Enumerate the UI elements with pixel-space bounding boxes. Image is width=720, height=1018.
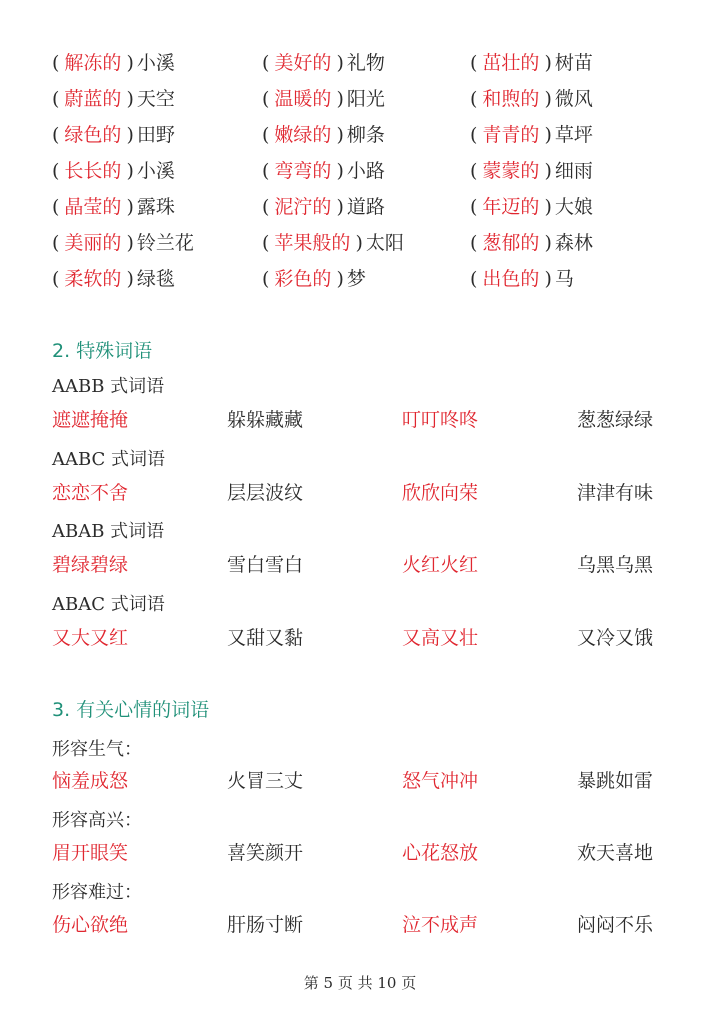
pair-item: ( 美好的 ) 礼物 bbox=[262, 52, 385, 74]
word-item: 眉开眼笑 bbox=[52, 842, 129, 864]
word-row-angry bbox=[0, 766, 720, 796]
pair-noun: 梦 bbox=[346, 268, 366, 290]
pair-adjective: 美丽的 bbox=[64, 232, 122, 254]
pair-adjective: 茁壮的 bbox=[482, 52, 540, 74]
word-item: 欣欣向荣 bbox=[402, 482, 479, 504]
pair-adjective: 解冻的 bbox=[64, 52, 122, 74]
pair-row bbox=[0, 81, 720, 117]
word-item: 闷闷不乐 bbox=[577, 914, 654, 936]
pair-item: ( 弯弯的 ) 小路 bbox=[262, 160, 385, 182]
word-item: 雪白雪白 bbox=[227, 554, 304, 576]
pair-noun: 柳条 bbox=[346, 124, 385, 146]
group-label-aabb: AABB 式词语 bbox=[52, 376, 165, 397]
pair-item: ( 年迈的 ) 大娘 bbox=[470, 196, 593, 218]
word-item: 肝肠寸断 bbox=[227, 914, 304, 936]
word-item: 又甜又黏 bbox=[227, 627, 304, 649]
word-item: 心花怒放 bbox=[402, 842, 479, 864]
word-item: 躲躲藏藏 bbox=[227, 409, 304, 431]
word-item: 层层波纹 bbox=[227, 482, 304, 504]
word-item: 泣不成声 bbox=[402, 914, 479, 936]
section-title-mood-words: 3. 有关心情的词语 bbox=[52, 699, 210, 721]
word-item: 恋恋不舍 bbox=[52, 482, 129, 504]
pair-adjective: 彩色的 bbox=[274, 268, 332, 290]
pair-noun: 绿毯 bbox=[136, 268, 175, 290]
pair-adjective: 柔软的 bbox=[64, 268, 122, 290]
word-row-happy bbox=[0, 838, 720, 868]
pair-item: ( 出色的 ) 马 bbox=[470, 268, 574, 290]
pair-item: ( 柔软的 ) 绿毯 bbox=[52, 268, 175, 290]
pair-noun: 田野 bbox=[136, 124, 175, 146]
page-footer: 第 5 页 共 10 页 bbox=[303, 974, 417, 992]
word-item: 欢天喜地 bbox=[577, 842, 654, 864]
pair-item: ( 绿色的 ) 田野 bbox=[52, 124, 175, 146]
pair-item: ( 茁壮的 ) 树苗 bbox=[470, 52, 593, 74]
pair-noun: 大娘 bbox=[554, 196, 593, 218]
adjective-noun-pairs bbox=[0, 45, 720, 297]
pair-noun: 草坪 bbox=[554, 124, 593, 146]
word-item: 乌黑乌黑 bbox=[577, 554, 654, 576]
pair-adjective: 泥泞的 bbox=[274, 196, 332, 218]
pair-noun: 天空 bbox=[136, 88, 175, 110]
pair-item: ( 泥泞的 ) 道路 bbox=[262, 196, 385, 218]
word-item: 叮叮咚咚 bbox=[402, 409, 479, 431]
pair-adjective: 蒙蒙的 bbox=[482, 160, 540, 182]
pair-item: ( 青青的 ) 草坪 bbox=[470, 124, 593, 146]
pair-noun: 小溪 bbox=[136, 160, 175, 182]
pair-adjective: 绿色的 bbox=[64, 124, 122, 146]
word-item: 又高又壮 bbox=[402, 627, 479, 649]
group-label-sad: 形容难过： bbox=[52, 882, 142, 903]
pair-noun: 马 bbox=[554, 268, 574, 290]
pair-adjective: 出色的 bbox=[482, 268, 540, 290]
word-item: 恼羞成怒 bbox=[52, 770, 129, 792]
pair-adjective: 美好的 bbox=[274, 52, 332, 74]
word-item: 津津有味 bbox=[577, 482, 654, 504]
word-item: 暴跳如雷 bbox=[577, 770, 654, 792]
section-title-special-words: 2. 特殊词语 bbox=[52, 340, 153, 362]
pair-adjective: 晶莹的 bbox=[64, 196, 122, 218]
word-item: 怒气冲冲 bbox=[402, 770, 479, 792]
pair-noun: 小路 bbox=[346, 160, 385, 182]
word-item: 葱葱绿绿 bbox=[577, 409, 654, 431]
pair-item: ( 晶莹的 ) 露珠 bbox=[52, 196, 175, 218]
word-item: 碧绿碧绿 bbox=[52, 554, 129, 576]
pair-item: ( 葱郁的 ) 森林 bbox=[470, 232, 593, 254]
word-row-aabb bbox=[0, 405, 720, 435]
pair-noun: 阳光 bbox=[346, 88, 385, 110]
group-label-abab: ABAB 式词语 bbox=[52, 521, 165, 542]
pair-noun: 微风 bbox=[554, 88, 593, 110]
pair-adjective: 苹果般的 bbox=[274, 232, 351, 254]
pair-item: ( 苹果般的 ) 太阳 bbox=[262, 232, 404, 254]
pair-item: ( 温暖的 ) 阳光 bbox=[262, 88, 385, 110]
pair-row bbox=[0, 189, 720, 225]
pair-noun: 太阳 bbox=[365, 232, 404, 254]
pair-adjective: 青青的 bbox=[482, 124, 540, 146]
pair-noun: 道路 bbox=[346, 196, 385, 218]
pair-adjective: 弯弯的 bbox=[274, 160, 332, 182]
pair-item: ( 和煦的 ) 微风 bbox=[470, 88, 593, 110]
word-row-abac bbox=[0, 623, 720, 653]
word-item: 遮遮掩掩 bbox=[52, 409, 129, 431]
word-row-abab bbox=[0, 550, 720, 580]
word-item: 伤心欲绝 bbox=[52, 914, 129, 936]
pair-adjective: 嫩绿的 bbox=[274, 124, 332, 146]
word-row-sad bbox=[0, 910, 720, 940]
group-label-aabc: AABC 式词语 bbox=[52, 449, 166, 470]
pair-noun: 铃兰花 bbox=[136, 232, 194, 254]
word-item: 又大又红 bbox=[52, 627, 129, 649]
pair-item: ( 彩色的 ) 梦 bbox=[262, 268, 366, 290]
pair-noun: 露珠 bbox=[136, 196, 175, 218]
group-label-happy: 形容高兴： bbox=[52, 810, 142, 831]
pair-adjective: 长长的 bbox=[64, 160, 122, 182]
pair-noun: 森林 bbox=[554, 232, 593, 254]
word-item: 火红火红 bbox=[402, 554, 479, 576]
pair-adjective: 蔚蓝的 bbox=[64, 88, 122, 110]
pair-item: ( 长长的 ) 小溪 bbox=[52, 160, 175, 182]
word-item: 火冒三丈 bbox=[227, 770, 304, 792]
pair-noun: 小溪 bbox=[136, 52, 175, 74]
word-row-aabc bbox=[0, 478, 720, 508]
pair-row bbox=[0, 117, 720, 153]
pair-item: ( 解冻的 ) 小溪 bbox=[52, 52, 175, 74]
word-item: 喜笑颜开 bbox=[227, 842, 304, 864]
pair-row bbox=[0, 153, 720, 189]
pair-adjective: 葱郁的 bbox=[482, 232, 540, 254]
pair-row bbox=[0, 261, 720, 297]
pair-item: ( 美丽的 ) 铃兰花 bbox=[52, 232, 194, 254]
pair-item: ( 嫩绿的 ) 柳条 bbox=[262, 124, 385, 146]
pair-row bbox=[0, 225, 720, 261]
pair-noun: 树苗 bbox=[554, 52, 593, 74]
pair-adjective: 年迈的 bbox=[482, 196, 540, 218]
pair-item: ( 蔚蓝的 ) 天空 bbox=[52, 88, 175, 110]
pair-adjective: 温暖的 bbox=[274, 88, 332, 110]
word-item: 又冷又饿 bbox=[577, 627, 654, 649]
pair-row bbox=[0, 45, 720, 81]
group-label-abac: ABAC 式词语 bbox=[52, 594, 165, 615]
group-label-angry: 形容生气： bbox=[52, 739, 142, 760]
pair-noun: 细雨 bbox=[554, 160, 593, 182]
pair-item: ( 蒙蒙的 ) 细雨 bbox=[470, 160, 593, 182]
pair-adjective: 和煦的 bbox=[482, 88, 540, 110]
pair-noun: 礼物 bbox=[346, 52, 385, 74]
